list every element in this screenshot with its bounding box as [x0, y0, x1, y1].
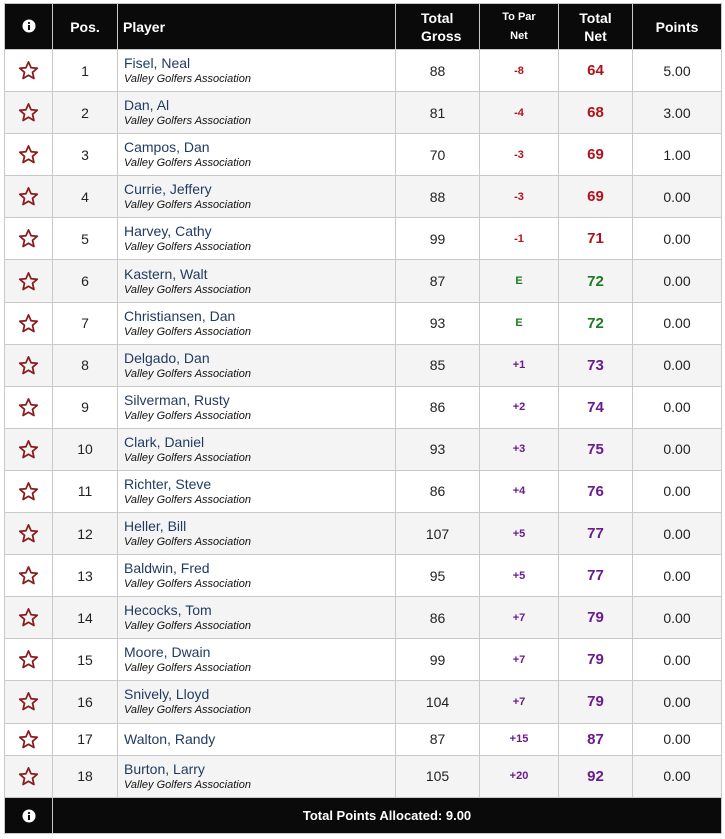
- position: 15: [53, 639, 118, 681]
- position: 14: [53, 597, 118, 639]
- player-club: Valley Golfers Association: [124, 241, 251, 254]
- favorite-cell[interactable]: [5, 597, 53, 639]
- leaderboard-row[interactable]: [5, 218, 722, 260]
- player-club: Valley Golfers Association: [124, 367, 251, 380]
- total-net: 73: [559, 344, 633, 386]
- player-club: Valley Golfers Association: [124, 409, 251, 422]
- player-cell[interactable]: [118, 597, 396, 639]
- player-cell[interactable]: [118, 260, 396, 302]
- to-par-net: -3: [480, 176, 559, 218]
- to-par-net: +5: [480, 555, 559, 597]
- player-club: Valley Golfers Association: [124, 578, 251, 591]
- player-cell[interactable]: [118, 218, 396, 260]
- position: 9: [53, 386, 118, 428]
- favorite-cell[interactable]: [5, 344, 53, 386]
- to-par-net: +7: [480, 639, 559, 681]
- favorite-star-icon[interactable]: [18, 523, 39, 544]
- position: 18: [53, 755, 118, 797]
- position: 17: [53, 723, 118, 755]
- total-net: 79: [559, 681, 633, 723]
- player-cell[interactable]: [118, 50, 396, 92]
- points: 0.00: [633, 755, 722, 797]
- points: 3.00: [633, 92, 722, 134]
- to-par-net: -3: [480, 134, 559, 176]
- player-name[interactable]: Clark, Daniel: [124, 433, 205, 450]
- total-net: 74: [559, 386, 633, 428]
- position: 1: [53, 50, 118, 92]
- favorite-cell[interactable]: [5, 176, 53, 218]
- player-cell[interactable]: [118, 176, 396, 218]
- total-net: 69: [559, 134, 633, 176]
- to-par-net: +20: [480, 755, 559, 797]
- to-par-net: -4: [480, 92, 559, 134]
- total-net-header-line1: Total: [579, 9, 612, 26]
- position: 7: [53, 302, 118, 344]
- total-gross: 87: [396, 260, 480, 302]
- total-gross: 85: [396, 344, 480, 386]
- player-name[interactable]: Dan, Al: [124, 97, 170, 114]
- player-cell[interactable]: [118, 302, 396, 344]
- favorite-star-icon[interactable]: [18, 397, 39, 418]
- player-name[interactable]: Kastern, Walt: [124, 265, 208, 282]
- pos-header[interactable]: Pos.: [53, 4, 118, 50]
- to-par-net-header-line1: To Par: [502, 10, 536, 23]
- favorite-cell[interactable]: [5, 555, 53, 597]
- points: 0.00: [633, 302, 722, 344]
- position: 10: [53, 428, 118, 470]
- points: 0.00: [633, 218, 722, 260]
- player-cell[interactable]: [118, 386, 396, 428]
- favorite-cell[interactable]: [5, 260, 53, 302]
- player-cell[interactable]: [118, 723, 396, 755]
- favorite-star-icon[interactable]: [18, 186, 39, 207]
- total-gross-header[interactable]: [396, 4, 480, 50]
- total-net: 87: [559, 723, 633, 755]
- total-gross: 93: [396, 428, 480, 470]
- player-name[interactable]: Walton, Randy: [124, 730, 216, 747]
- to-par-net: +7: [480, 597, 559, 639]
- total-gross-header-line1: Total: [421, 9, 454, 26]
- player-cell[interactable]: [118, 513, 396, 555]
- player-club: Valley Golfers Association: [124, 115, 251, 128]
- leaderboard-row[interactable]: [5, 386, 722, 428]
- total-gross: 86: [396, 386, 480, 428]
- to-par-net: +4: [480, 470, 559, 512]
- player-cell[interactable]: [118, 681, 396, 723]
- to-par-net: +7: [480, 681, 559, 723]
- total-net: 79: [559, 639, 633, 681]
- total-points-allocated: Total Points Allocated: 9.00: [53, 797, 722, 833]
- total-gross: 70: [396, 134, 480, 176]
- total-net: 75: [559, 428, 633, 470]
- player-club: Valley Golfers Association: [124, 157, 251, 170]
- player-cell[interactable]: [118, 755, 396, 797]
- player-club: Valley Golfers Association: [124, 73, 251, 86]
- leaderboard-row[interactable]: [5, 555, 722, 597]
- points: 0.00: [633, 176, 722, 218]
- total-net: 76: [559, 470, 633, 512]
- leaderboard-row[interactable]: [5, 681, 722, 723]
- leaderboard-row[interactable]: [5, 470, 722, 512]
- favorite-cell[interactable]: [5, 302, 53, 344]
- player-name[interactable]: Campos, Dan: [124, 139, 210, 156]
- leaderboard-table: [4, 3, 722, 834]
- favorite-star-icon[interactable]: [18, 355, 39, 376]
- position: 6: [53, 260, 118, 302]
- position: 5: [53, 218, 118, 260]
- total-gross: 95: [396, 555, 480, 597]
- total-gross: 93: [396, 302, 480, 344]
- to-par-net: E: [480, 302, 559, 344]
- points: 0.00: [633, 597, 722, 639]
- player-name[interactable]: Currie, Jeffery: [124, 181, 212, 198]
- player-cell[interactable]: [118, 639, 396, 681]
- leaderboard-row[interactable]: [5, 134, 722, 176]
- total-net: 69: [559, 176, 633, 218]
- total-net: 77: [559, 555, 633, 597]
- player-club: Valley Golfers Association: [124, 704, 251, 717]
- total-net: 72: [559, 302, 633, 344]
- to-par-net: E: [480, 260, 559, 302]
- total-gross: 86: [396, 470, 480, 512]
- leaderboard-row[interactable]: [5, 260, 722, 302]
- points: 5.00: [633, 50, 722, 92]
- position: 12: [53, 513, 118, 555]
- position: 3: [53, 134, 118, 176]
- player-cell[interactable]: [118, 470, 396, 512]
- player-cell[interactable]: [118, 428, 396, 470]
- favorite-cell[interactable]: [5, 92, 53, 134]
- player-name[interactable]: Fisel, Neal: [124, 55, 191, 72]
- total-gross: 88: [396, 50, 480, 92]
- favorite-star-icon[interactable]: [18, 565, 39, 586]
- total-gross: 105: [396, 755, 480, 797]
- favorite-cell[interactable]: [5, 723, 53, 755]
- total-net: 72: [559, 260, 633, 302]
- favorite-cell[interactable]: [5, 639, 53, 681]
- total-gross: 104: [396, 681, 480, 723]
- total-gross: 107: [396, 513, 480, 555]
- favorite-star-icon[interactable]: [18, 271, 39, 292]
- leaderboard-row[interactable]: [5, 302, 722, 344]
- leaderboard-row[interactable]: [5, 755, 722, 797]
- position: 4: [53, 176, 118, 218]
- position: 16: [53, 681, 118, 723]
- total-gross: 99: [396, 218, 480, 260]
- total-gross-header-line2: Gross: [421, 27, 462, 44]
- total-gross: 88: [396, 176, 480, 218]
- to-par-net-header[interactable]: [480, 4, 559, 50]
- player-name[interactable]: Burton, Larry: [124, 760, 205, 777]
- favorite-cell[interactable]: [5, 470, 53, 512]
- player-club: Valley Golfers Association: [124, 283, 251, 296]
- favorite-cell[interactable]: [5, 513, 53, 555]
- leaderboard-row[interactable]: [5, 92, 722, 134]
- position: 11: [53, 470, 118, 512]
- favorite-star-icon[interactable]: [18, 313, 39, 334]
- points: 0.00: [633, 428, 722, 470]
- favorite-star-icon[interactable]: [18, 607, 39, 628]
- leaderboard-row[interactable]: [5, 723, 722, 755]
- favorite-star-icon[interactable]: [18, 691, 39, 712]
- points: 0.00: [633, 639, 722, 681]
- to-par-net: +3: [480, 428, 559, 470]
- leaderboard-row[interactable]: [5, 428, 722, 470]
- to-par-net-header-line2: Net: [510, 29, 528, 42]
- to-par-net: +15: [480, 723, 559, 755]
- favorite-cell[interactable]: [5, 218, 53, 260]
- total-net-header[interactable]: [559, 4, 633, 50]
- player-name[interactable]: Baldwin, Fred: [124, 560, 210, 577]
- player-name[interactable]: Christiansen, Dan: [124, 307, 236, 324]
- total-net: 64: [559, 50, 633, 92]
- player-name[interactable]: Snively, Lloyd: [124, 686, 210, 703]
- position: 2: [53, 92, 118, 134]
- player-club: Valley Golfers Association: [124, 325, 251, 338]
- favorite-star-icon[interactable]: [18, 729, 39, 750]
- player-club: Valley Golfers Association: [124, 199, 251, 212]
- player-club: Valley Golfers Association: [124, 620, 251, 633]
- player-header[interactable]: Player: [118, 4, 396, 50]
- favorite-star-icon[interactable]: [18, 228, 39, 249]
- position: 8: [53, 344, 118, 386]
- footer-info-cell[interactable]: [5, 797, 53, 833]
- leaderboard-rows: [5, 50, 722, 798]
- player-club: Valley Golfers Association: [124, 662, 251, 675]
- to-par-net: -8: [480, 50, 559, 92]
- info-header-cell[interactable]: [5, 4, 53, 50]
- header-row: [5, 4, 722, 50]
- favorite-star-icon[interactable]: [18, 60, 39, 81]
- total-gross: 99: [396, 639, 480, 681]
- favorite-star-icon[interactable]: [18, 102, 39, 123]
- total-net: 77: [559, 513, 633, 555]
- to-par-net: -1: [480, 218, 559, 260]
- leaderboard-row[interactable]: [5, 50, 722, 92]
- player-name[interactable]: Heller, Bill: [124, 518, 187, 535]
- leaderboard-row[interactable]: [5, 513, 722, 555]
- points: 1.00: [633, 134, 722, 176]
- points: 0.00: [633, 386, 722, 428]
- favorite-cell[interactable]: [5, 681, 53, 723]
- points: 0.00: [633, 723, 722, 755]
- footer-row: [5, 797, 722, 833]
- favorite-cell[interactable]: [5, 755, 53, 797]
- player-cell[interactable]: [118, 344, 396, 386]
- player-cell[interactable]: [118, 134, 396, 176]
- info-circle-icon[interactable]: [22, 19, 36, 33]
- favorite-star-icon[interactable]: [18, 144, 39, 165]
- leaderboard-row[interactable]: [5, 344, 722, 386]
- position: 13: [53, 555, 118, 597]
- points: 0.00: [633, 681, 722, 723]
- points: 0.00: [633, 513, 722, 555]
- points: 0.00: [633, 260, 722, 302]
- total-net: 71: [559, 218, 633, 260]
- total-net-header-line2: Net: [584, 27, 607, 44]
- favorite-cell[interactable]: [5, 386, 53, 428]
- player-club: Valley Golfers Association: [124, 493, 251, 506]
- leaderboard-row[interactable]: [5, 597, 722, 639]
- player-club: Valley Golfers Association: [124, 451, 251, 464]
- points: 0.00: [633, 555, 722, 597]
- player-cell[interactable]: [118, 92, 396, 134]
- favorite-star-icon[interactable]: [18, 649, 39, 670]
- total-net: 68: [559, 92, 633, 134]
- player-club: Valley Golfers Association: [124, 778, 251, 791]
- leaderboard-row[interactable]: [5, 639, 722, 681]
- total-net: 92: [559, 755, 633, 797]
- player-name[interactable]: Harvey, Cathy: [124, 223, 212, 240]
- points-header[interactable]: Points: [633, 4, 722, 50]
- total-gross: 81: [396, 92, 480, 134]
- favorite-cell[interactable]: [5, 134, 53, 176]
- total-gross: 86: [396, 597, 480, 639]
- points: 0.00: [633, 344, 722, 386]
- player-name[interactable]: Hecocks, Tom: [124, 602, 212, 619]
- favorite-cell[interactable]: [5, 50, 53, 92]
- to-par-net: +2: [480, 386, 559, 428]
- player-name[interactable]: Moore, Dwain: [124, 644, 211, 661]
- points: 0.00: [633, 470, 722, 512]
- to-par-net: +5: [480, 513, 559, 555]
- player-name[interactable]: Delgado, Dan: [124, 349, 210, 366]
- favorite-star-icon[interactable]: [18, 481, 39, 502]
- favorite-star-icon[interactable]: [18, 439, 39, 460]
- to-par-net: +1: [480, 344, 559, 386]
- total-net: 79: [559, 597, 633, 639]
- player-name[interactable]: Silverman, Rusty: [124, 391, 230, 408]
- player-name[interactable]: Richter, Steve: [124, 475, 212, 492]
- leaderboard-row[interactable]: [5, 176, 722, 218]
- total-gross: 87: [396, 723, 480, 755]
- favorite-cell[interactable]: [5, 428, 53, 470]
- info-circle-icon[interactable]: [22, 809, 36, 823]
- player-club: Valley Golfers Association: [124, 536, 251, 549]
- favorite-star-icon[interactable]: [18, 766, 39, 787]
- player-cell[interactable]: [118, 555, 396, 597]
